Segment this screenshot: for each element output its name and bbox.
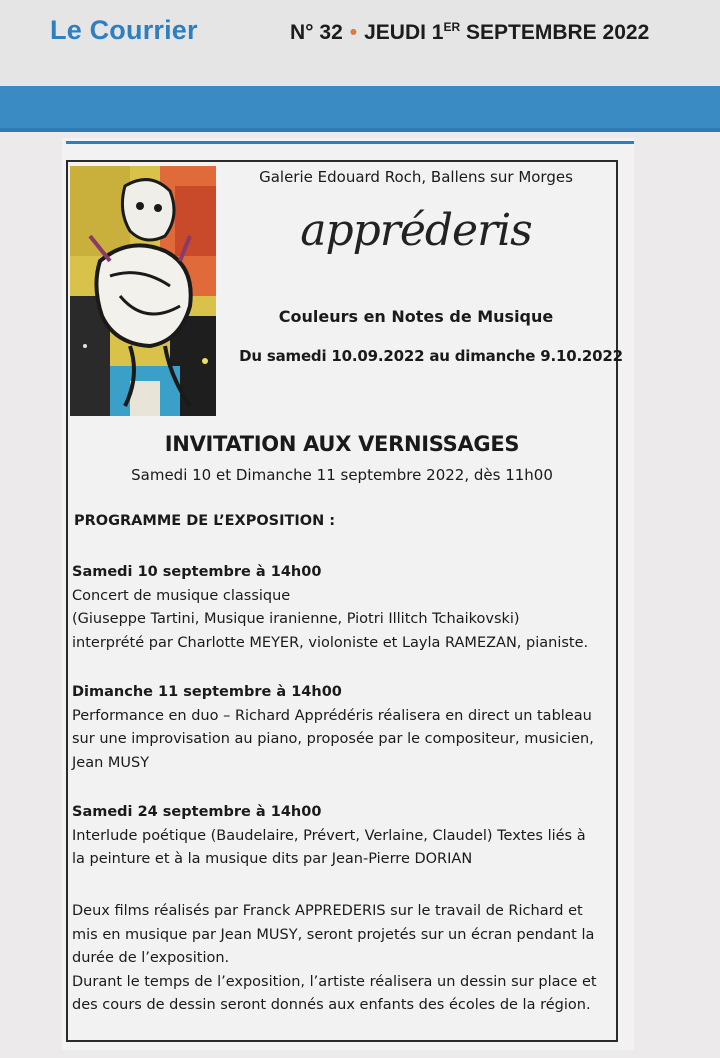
- event-item: [72, 801, 612, 872]
- event-line: Performance en duo – Richard Apprédéris réalisera en direct un tableau: [72, 707, 592, 724]
- newspaper-masthead: [0, 0, 720, 86]
- issue-number: N° 32: [290, 21, 343, 44]
- closing-line: mis en musique par Jean MUSY, seront projetés sur un écran pendant la: [72, 926, 595, 943]
- event-line: Jean MUSY: [72, 754, 150, 771]
- event-line: interprété par Charlotte MEYER, violoniste et Layla RAMEZAN, pianiste.: [72, 634, 589, 651]
- closing-line: Durant le temps de l’exposition, l’artiste réalisera un dessin sur place et: [72, 973, 597, 990]
- divider-line: [66, 141, 634, 144]
- bullet-icon: •: [349, 21, 358, 44]
- newspaper-logo: Le Courrier: [50, 15, 198, 45]
- gallery-name: Galerie Edouard Roch, Ballens sur Morges: [259, 168, 573, 186]
- issue-date: JEUDI 1ER SEPTEMBRE 2022: [364, 20, 650, 44]
- closing-line: durée de l’exposition.: [72, 950, 230, 966]
- programme-heading: PROGRAMME DE L’EXPOSITION :: [74, 513, 336, 529]
- event-line: sur une improvisation au piano, proposée par le compositeur, musicien,: [72, 731, 594, 747]
- artist-logo: appréderis: [300, 205, 532, 256]
- exhibition-title: Couleurs en Notes de Musique: [278, 307, 554, 326]
- event-heading: Samedi 24 septembre à 14h00: [72, 804, 322, 820]
- event-line: la peinture et à la musique dits par Jean-Pierre DORIAN: [72, 851, 473, 867]
- event-line: (Giuseppe Tartini, Musique iranienne, Piotri Illitch Tchaikovski): [72, 611, 520, 627]
- issue-info: [290, 20, 649, 45]
- closing-line: des cours de dessin seront donnés aux enfants des écoles de la région.: [72, 997, 591, 1013]
- event-item: [72, 561, 612, 655]
- event-heading: Samedi 10 septembre à 14h00: [72, 564, 322, 580]
- exhibition-dates: Du samedi 10.09.2022 au dimanche 9.10.2022: [239, 347, 623, 365]
- event-line: Concert de musique classique: [72, 587, 291, 604]
- invitation-dates: Samedi 10 et Dimanche 11 septembre 2022, dès 11h00: [131, 466, 553, 484]
- artwork-image: [70, 166, 216, 416]
- header-band: [0, 86, 720, 132]
- closing-line: Deux films réalisés par Franck APPREDERIS sur le travail de Richard et: [72, 903, 583, 919]
- event-item: [72, 681, 612, 775]
- closing-paragraph: [72, 900, 612, 1018]
- event-heading: Dimanche 11 septembre à 14h00: [72, 684, 342, 700]
- invitation-title: INVITATION AUX VERNISSAGES: [164, 432, 520, 456]
- event-line: Interlude poétique (Baudelaire, Prévert, Verlaine, Claudel) Textes liés à: [72, 827, 586, 844]
